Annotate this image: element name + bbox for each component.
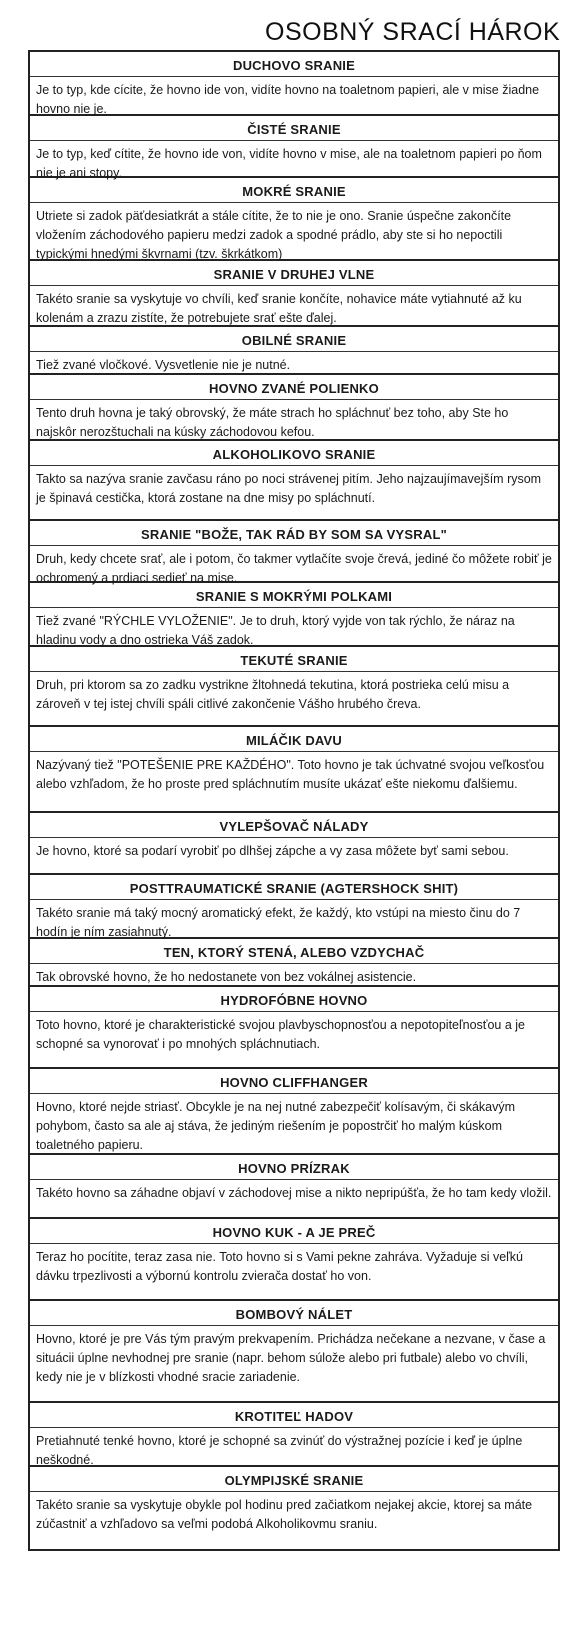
entry-heading: HYDROFÓBNE HOVNO [30,987,558,1012]
entry [28,1219,560,1301]
entry-text: Takéto sranie sa vyskytuje obykle pol hodinu pred začiatkom nejakej akcie, ktorej sa máte zúčastniť a vzhľadovo sa veľmi podobá Alkoholikovmu sraniu. [36,1498,533,1531]
entry-text: Druh, kedy chcete srať, ale i potom, čo takmer vytlačíte svoje črevá, jediné čo môžete robiť je ochromený a prdiaci sedieť na mise. [36,552,552,585]
entry-heading: SRANIE V DRUHEJ VLNE [30,261,558,286]
entry-text: Teraz ho pocítite, teraz zasa nie. Toto hovno si s Vami pekne zahráva. Vyžaduje si veľkú dávku trpezlivosti a výbornú kontrolu zvierača dostať ho von. [36,1250,524,1283]
entry [28,1069,560,1155]
entry-heading: HOVNO KUK - A JE PREČ [30,1219,558,1244]
entry [28,1301,560,1403]
entry-heading: SRANIE "BOŽE, TAK RÁD BY SOM SA VYSRAL" [30,521,558,546]
entry-text: Tiež zvané "RÝCHLE VYLOŽENIE". Je to druh, ktorý vyjde von tak rýchlo, že náraz na hladinu vody a dno ostrieka Váš zadok. [36,614,515,647]
entry-heading: DUCHOVO SRANIE [30,52,558,77]
entry-heading: HOVNO CLIFFHANGER [30,1069,558,1094]
entry [28,375,560,441]
entry-text: Pretiahnuté tenké hovno, ktoré je schopné sa zvinúť do výstražnej pozície i keď je úplne neškodné. [36,1434,523,1467]
entry-text: Takto sa nazýva sranie zavčasu ráno po noci strávenej pitím. Jeho najzaujímavejším rysom je špinavá cestička, ktorá zostane na dne misy po spláchnutí. [36,472,542,505]
entry [28,1403,560,1467]
entry [28,178,560,261]
entry-text: Toto hovno, ktoré je charakteristické svojou plavbyschopnosťou a nepotopiteľnosťou a je schopné sa vynorovať i po mnohých spláchnutiach. [36,1018,526,1051]
document-title: OSOBNÝ SRACÍ HÁROK [265,18,561,46]
entry-text: Je to typ, kde cícite, že hovno ide von, vidíte hovno na toaletnom papieri, ale v mise žiadne hovno nie je. [36,83,540,116]
entry [28,939,560,987]
entry [28,987,560,1069]
entry [28,521,560,583]
entry [28,52,560,116]
entry [28,647,560,727]
entry-text: Utriete si zadok päťdesiatkrát a stále cítite, že to nie je ono. Sranie úspečne zakončíte vložením záchodového papieru medzi zadok a spodné prádlo, aby ste si ho nepoctili typickými hnedými škvrnami (tzv. škrkátkom) [36,209,512,261]
entry-heading: MILÁČIK DAVU [30,727,558,752]
entry-heading: ALKOHOLIKOVO SRANIE [30,441,558,466]
entry-text: Tak obrovské hovno, že ho nedostanete von bez vokálnej asistencie. [36,970,417,984]
entry-heading: TEN, KTORÝ STENÁ, ALEBO VZDYCHAČ [30,939,558,964]
entry [28,116,560,178]
entry-text: Je to typ, keď cítite, že hovno ide von, vidíte hovno v mise, ale na toaletnom papieri po ňom nie je ani stopy. [36,147,542,180]
entry-text: Takéto hovno sa záhadne objaví v záchodovej mise a nikto nepripúšťa, že ho tam kedy vložil. [36,1186,552,1200]
entry-text: Tiež zvané vločkové. Vysvetlenie nie je nutné. [36,358,291,372]
entry [28,261,560,327]
entry-heading: ČISTÉ SRANIE [30,116,558,141]
entry-heading: HOVNO PRÍZRAK [30,1155,558,1180]
entry-text: Druh, pri ktorom sa zo zadku vystrikne žltohnedá tekutina, ktorá postrieka celú misu a zároveň v tej istej chvíli spáli citlivé zakončenie Vášho hrubého čreva. [36,678,510,711]
entry-text: Takéto sranie sa vyskytuje vo chvíli, keď sranie končíte, nohavice máte vytiahnuté až ku kolenám a zrazu zistíte, že potrebujete srať ešte ďalej. [36,292,522,325]
entry-heading: OBILNÉ SRANIE [30,327,558,352]
entry [28,583,560,647]
entry-heading: MOKRÉ SRANIE [30,178,558,203]
entry-text: Hovno, ktoré nejde striasť. Obcykle je na nej nutné zabezpečiť kolísavým, či skákavým pohybom, často sa ale aj stáva, že jediným riešením je popostrčiť ho malým kúskom toaletného papieru. [36,1100,516,1152]
entry [28,441,560,521]
entry-text: Tento druh hovna je taký obrovský, že máte strach ho spláchnuť bez toho, aby Ste ho najskôr nerozštuchali na kúsky záchodovou kefou. [36,406,509,439]
entry [28,875,560,939]
entry-heading: OLYMPIJSKÉ SRANIE [30,1467,558,1492]
entry-heading: TEKUTÉ SRANIE [30,647,558,672]
entry-heading: VYLEPŠOVAČ NÁLADY [30,813,558,838]
entry-heading: KROTITEĽ HADOV [30,1403,558,1428]
entry-text: Nazývaný tiež "POTEŠENIE PRE KAŽDÉHO". Toto hovno je tak úchvatné svojou veľkosťou alebo vzhľadom, že ho proste pred spláchnutím musíte ukázať ešte niekomu ďalšiemu. [36,758,545,791]
entry-text: Hovno, ktoré je pre Vás tým pravým prekvapením. Prichádza nečekane a nezvane, v čase a situácii úplne nevhodnej pre sranie (napr. behom súlože alebo pri futbale) alebo vo chvíli, kedy nie je v blízkosti vhodné sracie zariadenie. [36,1332,546,1384]
entry-heading: SRANIE S MOKRÝMI POLKAMI [30,583,558,608]
entry-heading: POSTTRAUMATICKÉ SRANIE (AGTERSHOCK SHIT) [30,875,558,900]
entry-heading: HOVNO ZVANÉ POLIENKO [30,375,558,400]
entries-list [28,50,560,1551]
entry [28,1155,560,1219]
entry [28,327,560,375]
entry-text: Takéto sranie má taký mocný aromatický efekt, že každý, kto vstúpi na miesto činu do 7 hodín je ním zasiahnutý. [36,906,521,939]
entry-heading: BOMBOVÝ NÁLET [30,1301,558,1326]
entry [28,1467,560,1551]
entry-text: Je hovno, ktoré sa podarí vyrobiť po dlhšej zápche a vy zasa môžete byť sami sebou. [36,844,509,858]
entry [28,727,560,813]
entry [28,813,560,875]
